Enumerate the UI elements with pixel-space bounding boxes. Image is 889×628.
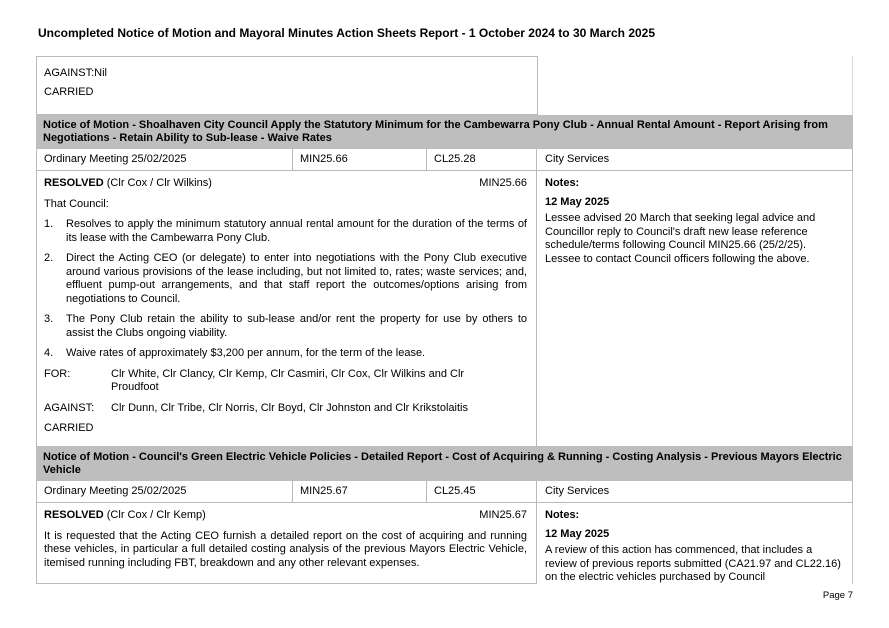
report-title: Uncompleted Notice of Motion and Mayoral Minutes Action Sheets Report - 1 October 2024 to 30 March 2025 — [38, 26, 656, 40]
resolution-cell — [36, 171, 537, 447]
cl-number-cell: CL25.28 — [427, 149, 537, 171]
vote-against-line — [44, 402, 527, 416]
item-text: Direct the Acting CEO (or delegate) to enter into negotiations with the Pony Club executive around various provisions of the lease including, but not limited to, rates; waste services; and, effluent pump-out arrangements, and that staff report the outcomes/options arising from negotiations to Council. — [66, 252, 527, 305]
notes-cell — [537, 503, 853, 584]
resolved-line — [44, 509, 527, 523]
resolution-preamble: That Council: — [44, 197, 109, 210]
directorate-cell: City Services — [537, 481, 853, 503]
meeting-cell: Ordinary Meeting 25/02/2025 — [36, 149, 293, 171]
item-text: The Pony Club retain the ability to sub-lease and/or rent the property for use by others to assist the Clubs ongoing viability. — [66, 313, 527, 339]
resolution-text: It is requested that the Acting CEO furnish a detailed report on the cost of acquiring and running these vehicles, in particular a full detailed costing analysis of the previous Mayors Electric Vehicle, itemised running including FBT, breakdown and any other relevant expenses. — [44, 529, 527, 569]
item-number: 4. — [44, 347, 54, 359]
carryover-notes-cell — [538, 56, 853, 115]
item-text: Waive rates of approximately $3,200 per annum, for the term of the lease. — [66, 347, 426, 359]
report-table — [36, 56, 853, 584]
against-label: AGAINST: — [44, 401, 95, 414]
carryover-against-line — [44, 64, 530, 83]
page-number: Page 7 — [822, 590, 853, 601]
carried-status: CARRIED — [44, 422, 94, 434]
notes-text: Lessee advised 20 March that seeking legal advice and Councillor reply to Council's draft new lease reference schedule/terms following Council MIN25.66 (25/2/25). Lessee to contact Council officers following the above. — [545, 212, 816, 265]
resolved-movers-line — [44, 177, 212, 191]
resolution-item — [44, 252, 527, 306]
for-label: FOR: — [44, 367, 71, 380]
against-councillors: Clr Dunn, Clr Tribe, Clr Norris, Clr Boyd, Clr Johnston and Clr Krikstolaitis — [111, 401, 468, 414]
item-number: 2. — [44, 252, 54, 264]
resolved-movers: (Clr Cox / Clr Kemp) — [106, 509, 206, 521]
notes-date: 12 May 2025 — [545, 527, 610, 540]
notes-label: Notes: — [545, 509, 580, 521]
item-number: 1. — [44, 218, 54, 230]
resolved-min-number: MIN25.67 — [479, 509, 527, 521]
resolved-line — [44, 177, 527, 191]
resolved-label: RESOLVED — [44, 509, 104, 521]
min-number-cell: MIN25.66 — [293, 149, 427, 171]
item-number: 3. — [44, 313, 54, 325]
motion-title-bar: Notice of Motion - Council's Green Electric Vehicle Policies - Detailed Report - Cost of Acquiring & Running - Costing Analysis - Previous Mayors Electric Vehicle — [36, 447, 853, 481]
against-value: Nil — [94, 67, 107, 79]
carried-status: CARRIED — [44, 86, 94, 98]
resolution-item — [44, 347, 527, 361]
resolution-item — [44, 218, 527, 245]
vote-for-line — [44, 368, 527, 395]
against-label: AGAINST: — [44, 67, 95, 79]
carryover-resolution-cell — [36, 56, 538, 115]
motion-title-bar: Notice of Motion - Shoalhaven City Council Apply the Statutory Minimum for the Cambewarra Pony Club - Annual Rental Amount - Report Arising from Negotiations - Retain Ability to Sub-lease - Waive Rates — [36, 115, 853, 149]
resolved-movers: (Clr Cox / Clr Wilkins) — [106, 177, 212, 189]
resolution-body-row — [36, 171, 853, 447]
for-councillors: Clr White, Clr Clancy, Clr Kemp, Clr Casmiri, Clr Cox, Clr Wilkins and Clr Proudfoot — [111, 367, 465, 393]
notes-date: 12 May 2025 — [545, 195, 610, 208]
resolved-movers-line — [44, 509, 206, 523]
carryover-row — [36, 56, 853, 115]
notes-cell — [537, 171, 853, 447]
resolved-min-number: MIN25.66 — [479, 177, 527, 189]
meeting-reference-row — [36, 149, 853, 171]
meeting-reference-row — [36, 481, 853, 503]
resolution-cell — [36, 503, 537, 584]
resolution-body-row — [36, 503, 853, 584]
notes-label: Notes: — [545, 177, 580, 189]
notes-text: A review of this action has commenced, that includes a review of previous reports submitted (CA21.97 and CL22.16) on the electric vehicles purchased by Council — [545, 544, 841, 583]
resolved-label: RESOLVED — [44, 177, 104, 189]
min-number-cell: MIN25.67 — [293, 481, 427, 503]
cl-number-cell: CL25.45 — [427, 481, 537, 503]
resolution-item — [44, 313, 527, 340]
meeting-cell: Ordinary Meeting 25/02/2025 — [36, 481, 293, 503]
item-text: Resolves to apply the minimum statutory annual rental amount for the duration of the terms of its lease with the Cambewarra Pony Club. — [66, 218, 527, 244]
directorate-cell: City Services — [537, 149, 853, 171]
